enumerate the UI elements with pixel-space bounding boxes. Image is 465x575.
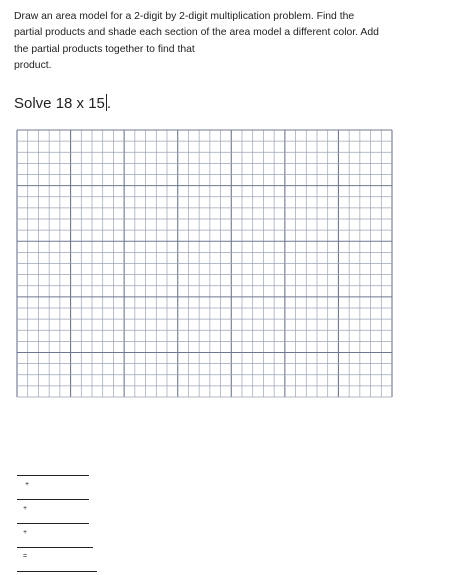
plus-sign-3: + bbox=[23, 529, 28, 536]
instructions bbox=[14, 9, 454, 75]
partial-product-blank-4[interactable] bbox=[17, 540, 93, 548]
product-blank[interactable] bbox=[17, 564, 97, 572]
partial-product-blank-2[interactable] bbox=[17, 492, 89, 500]
instructions-line-3: the partial products together to find that bbox=[14, 43, 195, 55]
partial-product-blank-1[interactable] bbox=[17, 468, 89, 476]
equals-sign: = bbox=[23, 553, 28, 560]
instructions-line-2: partial products and shade each section of the area model a different color. Add bbox=[14, 27, 379, 39]
instructions-line-1: Draw an area model for a 2-digit by 2-digit multiplication problem. Find the bbox=[14, 11, 355, 22]
plus-sign-2: + bbox=[23, 505, 28, 512]
instructions-line-4: product. bbox=[14, 60, 52, 72]
partial-product-blank-3[interactable] bbox=[17, 516, 89, 524]
partial-products-sum-line bbox=[12, 455, 457, 575]
problem-text: Solve 18 x 15 bbox=[14, 95, 105, 112]
plus-sign-1: + bbox=[25, 481, 30, 488]
grid-lines bbox=[17, 130, 392, 397]
problem-statement[interactable]: Solve 18 x 15 . bbox=[14, 95, 112, 112]
text-cursor bbox=[106, 94, 107, 111]
